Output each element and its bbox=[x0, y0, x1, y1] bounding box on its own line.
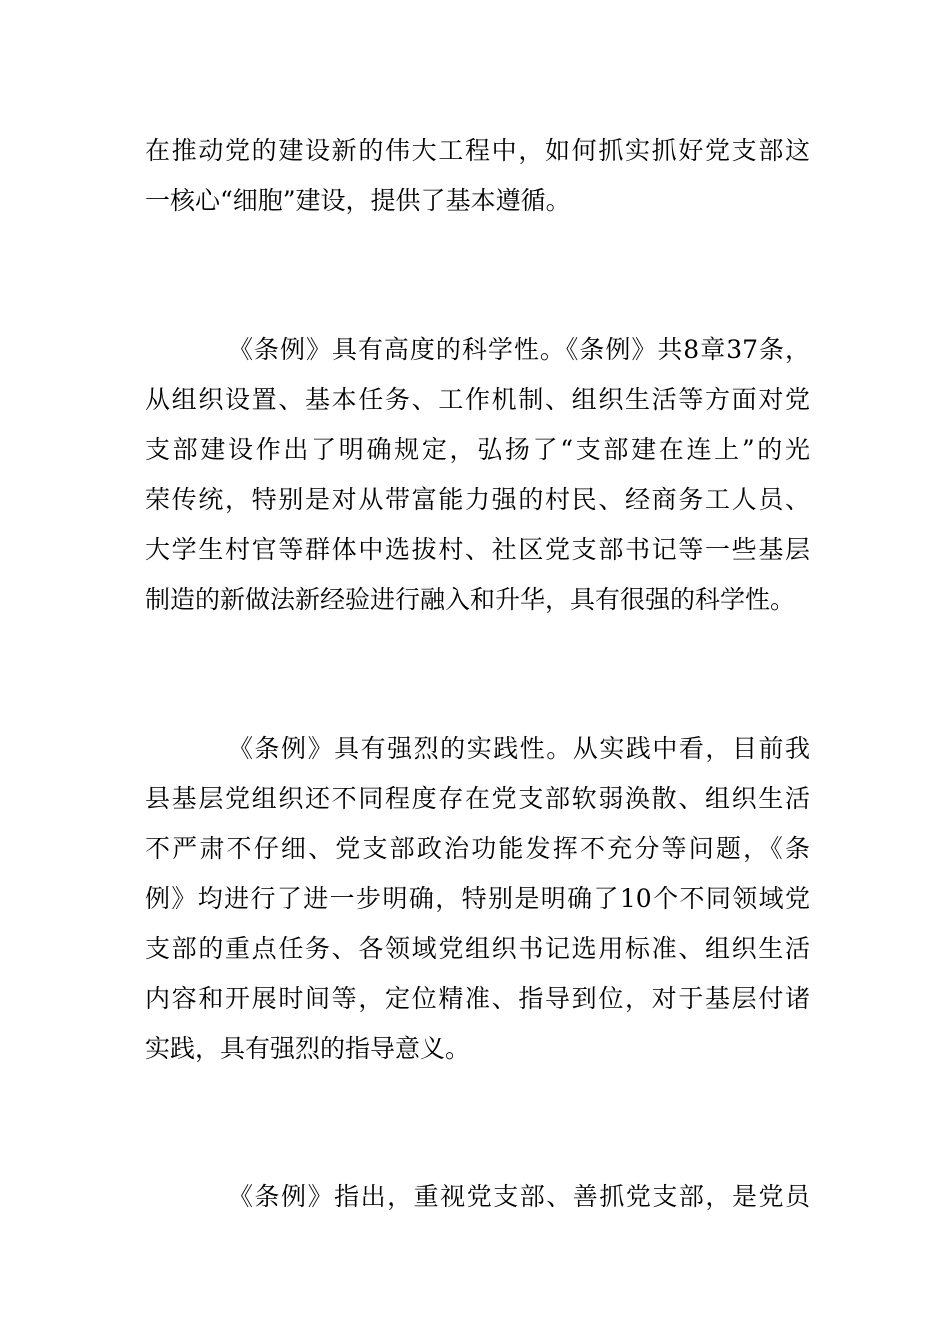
paragraph-line: 实践，具有强烈的指导意义。 bbox=[145, 1034, 471, 1063]
paragraph-line: 《条例》指出，重视党支部、善抓党支部，是党员 bbox=[228, 1182, 810, 1211]
paragraph-line: 例》均进行了进一步明确，特别是明确了10个不同领域党 bbox=[145, 884, 810, 913]
paragraph-line: 不严肃不仔细、党支部政治功能发挥不充分等问题，《条 bbox=[145, 834, 810, 863]
paragraph-line: 制造的新做法新经验进行融入和升华，具有很强的科学性。 bbox=[145, 585, 796, 614]
paragraph-line: 在推动党的建设新的伟大工程中，如何抓实抓好党支部这 bbox=[145, 136, 810, 165]
paragraph-line: 县基层党组织还不同程度存在党支部软弱涣散、组织生活 bbox=[145, 784, 810, 813]
paragraph-line: 支部的重点任务、各领域党组织书记选用标准、组织生活 bbox=[145, 934, 810, 963]
paragraph-line: 荣传统，特别是对从带富能力强的村民、经商务工人员、 bbox=[145, 485, 810, 514]
paragraph-line: 一核心“细胞”建设，提供了基本遵循。 bbox=[145, 186, 571, 215]
paragraph-line: 从组织设置、基本任务、工作机制、组织生活等方面对党 bbox=[145, 385, 810, 414]
paragraph-line: 支部建设作出了明确规定，弘扬了“支部建在连上”的光 bbox=[145, 435, 810, 464]
paragraph-line: 《条例》具有高度的科学性。《条例》共8章37条， bbox=[228, 335, 810, 364]
paragraph-line: 内容和开展时间等，定位精准、指导到位，对于基层付诸 bbox=[145, 984, 810, 1013]
paragraph-line: 《条例》具有强烈的实践性。从实践中看，目前我 bbox=[228, 734, 810, 763]
paragraph-line: 大学生村官等群体中选拔村、社区党支部书记等一些基层 bbox=[145, 535, 810, 564]
